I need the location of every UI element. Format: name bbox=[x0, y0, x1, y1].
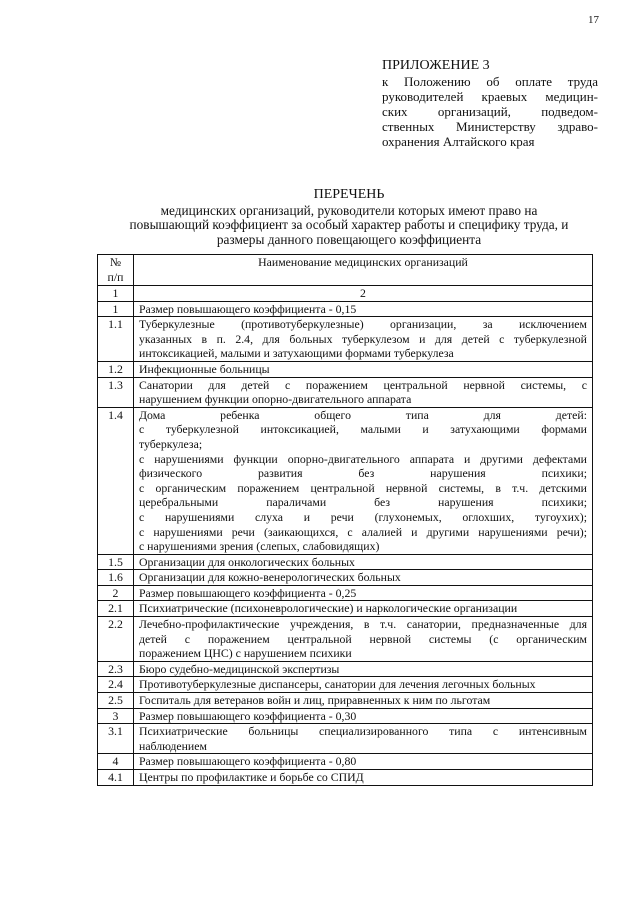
table-row bbox=[98, 693, 593, 709]
organization-name-line: с нарушениями функции опорно-двигательного аппарата и другими дефектами bbox=[139, 451, 587, 466]
row-number: 1.5 bbox=[98, 554, 134, 570]
organization-name bbox=[134, 301, 593, 317]
organization-name bbox=[134, 585, 593, 601]
appendix-line: к Положению об оплате труда bbox=[382, 74, 598, 89]
appendix-line: руководителей краевых медицин- bbox=[382, 89, 598, 104]
organization-name bbox=[134, 754, 593, 770]
row-number: 1.3 bbox=[98, 377, 134, 407]
organization-name-line: Санатории для детей с поражением центральной нервной системы, с bbox=[139, 377, 587, 392]
organization-name-line: Инфекционные больницы bbox=[139, 361, 270, 376]
row-number: 3.1 bbox=[98, 724, 134, 754]
organization-name-line: Туберкулезные (противотуберкулезные) организации, за исключением bbox=[139, 317, 587, 332]
appendix-line: ских организаций, подведом- bbox=[382, 104, 598, 119]
column-number-row bbox=[98, 286, 593, 302]
organizations-table bbox=[97, 254, 593, 786]
organization-name-line: физического развития без нарушения психики; bbox=[139, 466, 587, 481]
table-row bbox=[98, 361, 593, 377]
organization-name-line: интоксикацией, малыми и затухающими формами туберкулеза bbox=[139, 346, 454, 361]
row-number: 1.6 bbox=[98, 570, 134, 586]
organization-name-line: Лечебно-профилактические учреждения, в т.ч. санатории, предназначенные для bbox=[139, 617, 587, 632]
organization-name bbox=[134, 617, 593, 662]
table-row bbox=[98, 554, 593, 570]
organization-name-line: детей с поражением центральной нервной системы (с органическим bbox=[139, 631, 587, 646]
appendix-line: охранения Алтайского края bbox=[382, 134, 535, 149]
organization-name bbox=[134, 693, 593, 709]
column-number: 2 bbox=[134, 286, 593, 302]
organization-name-line: с нарушениями зрения (слепых, слабовидящих) bbox=[139, 539, 380, 554]
table-row bbox=[98, 317, 593, 362]
organization-name-line: нарушением функции опорно-двигательного аппарата bbox=[139, 392, 412, 407]
organization-name-line: с нарушениями речи (заикающихся, с алалией и другими нарушениями речи); bbox=[139, 524, 587, 539]
organization-name-line: указанных в п. 2.4, для больных туберкулезом и для детей с туберкулезной bbox=[139, 331, 587, 346]
organization-name-line: Размер повышающего коэффициента - 0,15 bbox=[139, 301, 357, 316]
organization-name bbox=[134, 377, 593, 407]
header-number-line1: № bbox=[109, 255, 122, 269]
organization-name-line: Психиатрические больницы специализированного типа с интенсивным bbox=[139, 724, 587, 739]
organization-name-line: церебральными параличами без нарушения психики; bbox=[139, 495, 587, 510]
row-number: 3 bbox=[98, 708, 134, 724]
table-row bbox=[98, 301, 593, 317]
organization-name-line: Госпиталь для ветеранов войн и лиц, приравненных к ним по льготам bbox=[139, 693, 491, 708]
appendix-note bbox=[382, 58, 598, 149]
table-header-row bbox=[98, 255, 593, 286]
row-number: 2.3 bbox=[98, 661, 134, 677]
organization-name-line: Размер повышающего коэффициента - 0,30 bbox=[139, 708, 357, 723]
column-number: 1 bbox=[98, 286, 134, 302]
organization-name bbox=[134, 361, 593, 377]
table-row bbox=[98, 407, 593, 554]
row-number: 2 bbox=[98, 585, 134, 601]
table-row bbox=[98, 585, 593, 601]
organization-name-line: с нарушениями слуха и речи (глухонемых, оглохших, тугоухих); bbox=[139, 509, 587, 524]
row-number: 1.2 bbox=[98, 361, 134, 377]
table-row bbox=[98, 708, 593, 724]
organization-name-line: Бюро судебно-медицинской экспертизы bbox=[139, 661, 340, 676]
organization-name bbox=[134, 708, 593, 724]
page-number: 17 bbox=[588, 14, 599, 26]
row-number: 2.1 bbox=[98, 601, 134, 617]
table-row bbox=[98, 724, 593, 754]
table-row bbox=[98, 677, 593, 693]
organization-name-line: Центры по профилактике и борьбе со СПИД bbox=[139, 770, 364, 784]
organization-name-line: наблюдением bbox=[139, 738, 207, 753]
appendix-line: ственных Министерству здраво- bbox=[382, 119, 598, 134]
organization-name-line: Психиатрические (психоневрологические) и наркологические организации bbox=[139, 601, 518, 616]
table-row bbox=[98, 601, 593, 617]
organization-name bbox=[134, 407, 593, 554]
document-title: ПЕРЕЧЕНЬ bbox=[313, 187, 385, 202]
row-number: 1.1 bbox=[98, 317, 134, 362]
organization-name bbox=[134, 770, 593, 786]
row-number: 2.2 bbox=[98, 617, 134, 662]
organization-name bbox=[134, 570, 593, 586]
organization-name-line: Размер повышающего коэффициента - 0,25 bbox=[139, 585, 357, 600]
organization-name bbox=[134, 661, 593, 677]
row-number: 1.4 bbox=[98, 407, 134, 554]
organization-name bbox=[134, 677, 593, 693]
header-number bbox=[98, 255, 134, 286]
table-row bbox=[98, 770, 593, 786]
row-number: 4 bbox=[98, 754, 134, 770]
document-subtitle-line: повышающий коэффициент за особый характер работы и специфику труда, и bbox=[129, 217, 569, 232]
organization-name-line: с туберкулезной интоксикацией, малыми и затухающими формами bbox=[139, 422, 587, 437]
row-number: 4.1 bbox=[98, 770, 134, 786]
document-subtitle-line: медицинских организаций, руководители которых имеют право на bbox=[160, 202, 538, 218]
table-row bbox=[98, 570, 593, 586]
organization-name-line: Организации для онкологических больных bbox=[139, 554, 355, 569]
table-row bbox=[98, 377, 593, 407]
organization-name bbox=[134, 724, 593, 754]
organization-name bbox=[134, 601, 593, 617]
header-name: Наименование медицинских организаций bbox=[134, 255, 593, 286]
organization-name bbox=[134, 554, 593, 570]
table-row bbox=[98, 754, 593, 770]
organization-name-line: с органическим поражением центральной нервной системы, в т.ч. детскими bbox=[139, 480, 587, 495]
organization-name-line: поражением ЦНС) с нарушением психики bbox=[139, 646, 352, 661]
organization-name-line: Организации для кожно-венерологических больных bbox=[139, 570, 401, 585]
organization-name-line: Дома ребенка общего типа для детей: bbox=[139, 407, 587, 422]
row-number: 2.5 bbox=[98, 693, 134, 709]
organization-name-line: Противотуберкулезные диспансеры, санатории для лечения легочных больных bbox=[139, 677, 536, 692]
organization-name bbox=[134, 317, 593, 362]
row-number: 2.4 bbox=[98, 677, 134, 693]
document-heading bbox=[95, 188, 603, 247]
table-row bbox=[98, 661, 593, 677]
header-number-line2: п/п bbox=[107, 269, 124, 284]
row-number: 1 bbox=[98, 301, 134, 317]
table-row bbox=[98, 617, 593, 662]
appendix-title: ПРИЛОЖЕНИЕ 3 bbox=[382, 58, 490, 73]
document-subtitle-line: размеры данного повещающего коэффициента bbox=[216, 231, 482, 247]
appendix-body bbox=[382, 74, 598, 149]
organization-name-line: Размер повышающего коэффициента - 0,80 bbox=[139, 754, 357, 769]
organization-name-line: туберкулеза; bbox=[139, 436, 203, 451]
